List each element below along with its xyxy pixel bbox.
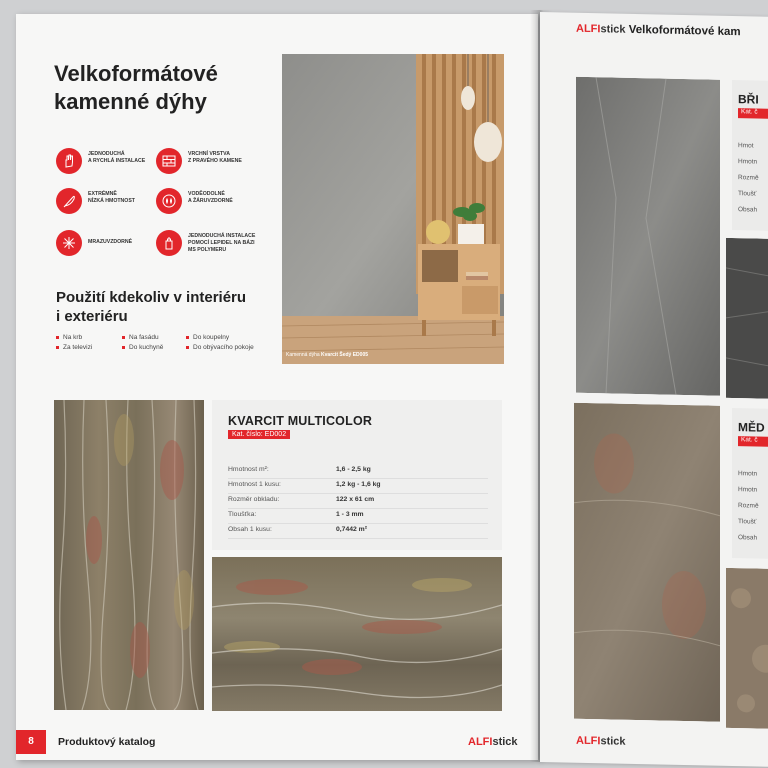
- interior-photo: [282, 54, 504, 364]
- stone-texture-image: [54, 400, 204, 710]
- feature-real-stone: VRCHNÍ VRSTVA Z PRAVÉHO KAMENE: [156, 148, 276, 182]
- product-spec-box: [212, 400, 502, 550]
- stone-texture-image: [212, 557, 502, 711]
- spec-label: Obsah: [738, 206, 758, 214]
- right-page-header: ALFIstick Velkoformátové kam: [576, 22, 741, 39]
- spec-label: Rozmě: [738, 502, 759, 510]
- page-number: 8: [16, 730, 46, 754]
- feather-icon: [56, 188, 82, 214]
- spec-row: Rozměr obkladu: 122 x 61 cm: [228, 494, 488, 509]
- brand-logo: ALFIstick: [576, 734, 626, 748]
- water-drops-icon: [156, 188, 182, 214]
- product-spec-box: [732, 408, 768, 559]
- spec-label: Rozmě: [738, 174, 759, 182]
- stone-texture-image: [576, 77, 720, 396]
- feature-frost-resistant: MRAZUVZDORNÉ: [56, 230, 176, 264]
- catalog-number-badge: Kat. číslo: ED002: [228, 430, 290, 439]
- feature-easy-install: JEDNODUCHÁ A RYCHLÁ INSTALACE: [56, 148, 176, 182]
- product-name: BŘI: [738, 92, 759, 107]
- catalog-number-badge: Kat. č: [738, 436, 768, 447]
- spec-row: Hmotnost 1 kusu: 1,2 kg - 1,6 kg: [228, 479, 488, 494]
- stone-texture-image: [726, 568, 768, 729]
- bullet-item: Do kuchyně: [122, 344, 202, 354]
- product-spec-box: [732, 80, 768, 231]
- hand-icon: [56, 148, 82, 174]
- spec-label: Hmotn: [738, 470, 758, 478]
- right-page: [540, 12, 768, 767]
- bullet-item: Do obývacího pokoje: [186, 344, 286, 354]
- catalog-number-badge: Kat. č: [738, 108, 768, 119]
- spec-label: Tloušť: [738, 190, 757, 198]
- glue-icon: [156, 230, 182, 256]
- feature-low-weight: EXTRÉMNĚ NÍZKÁ HMOTNOST: [56, 188, 176, 222]
- bullet-item: Na krb: [56, 334, 136, 344]
- photo-caption: Kamenná dýha Kvarcit Šedý ED005: [286, 352, 369, 358]
- bullet-item: Do koupelny: [186, 334, 286, 344]
- spec-label: Obsah: [738, 534, 758, 542]
- spec-row: Hmotnost m²: 1,6 - 2,5 kg: [228, 464, 488, 479]
- usage-title: Použití kdekoliv v interiéru i exteriéru: [56, 289, 247, 325]
- feature-glue-install: JEDNODUCHÁ INSTALACE POMOCÍ LEPIDEL NA BÁZI MS POLYMERU: [156, 230, 276, 264]
- page-title: [54, 60, 284, 116]
- stone-texture-image: [726, 238, 768, 399]
- spec-label: Tloušť: [738, 518, 757, 526]
- title-line-1: Velkoformátové: [54, 61, 218, 86]
- brand-logo: ALFIstick: [468, 736, 518, 748]
- title-line-2: kamenné dýhy: [54, 89, 207, 114]
- product-name: KVARCIT MULTICOLOR: [228, 414, 373, 428]
- snowflake-icon: [56, 230, 82, 256]
- spec-label: Hmot: [738, 142, 754, 150]
- brick-icon: [156, 148, 182, 174]
- feature-waterproof: VODĚODOLNÉ A ŽÁRUVZDORNÉ: [156, 188, 276, 222]
- spec-row: Obsah 1 kusu: 0,7442 m²: [228, 524, 488, 539]
- stone-texture-image: [574, 403, 720, 722]
- bullet-item: Za televizi: [56, 344, 136, 354]
- spec-label: Hmotn: [738, 486, 758, 494]
- spec-label: Hmotn: [738, 158, 758, 166]
- bullet-item: Na fasádu: [122, 334, 202, 344]
- product-name: MĚD: [738, 420, 765, 435]
- catalog-label: Produktový katalog: [58, 736, 156, 748]
- spec-row: Tloušťka: 1 - 3 mm: [228, 509, 488, 524]
- left-page: [16, 14, 538, 760]
